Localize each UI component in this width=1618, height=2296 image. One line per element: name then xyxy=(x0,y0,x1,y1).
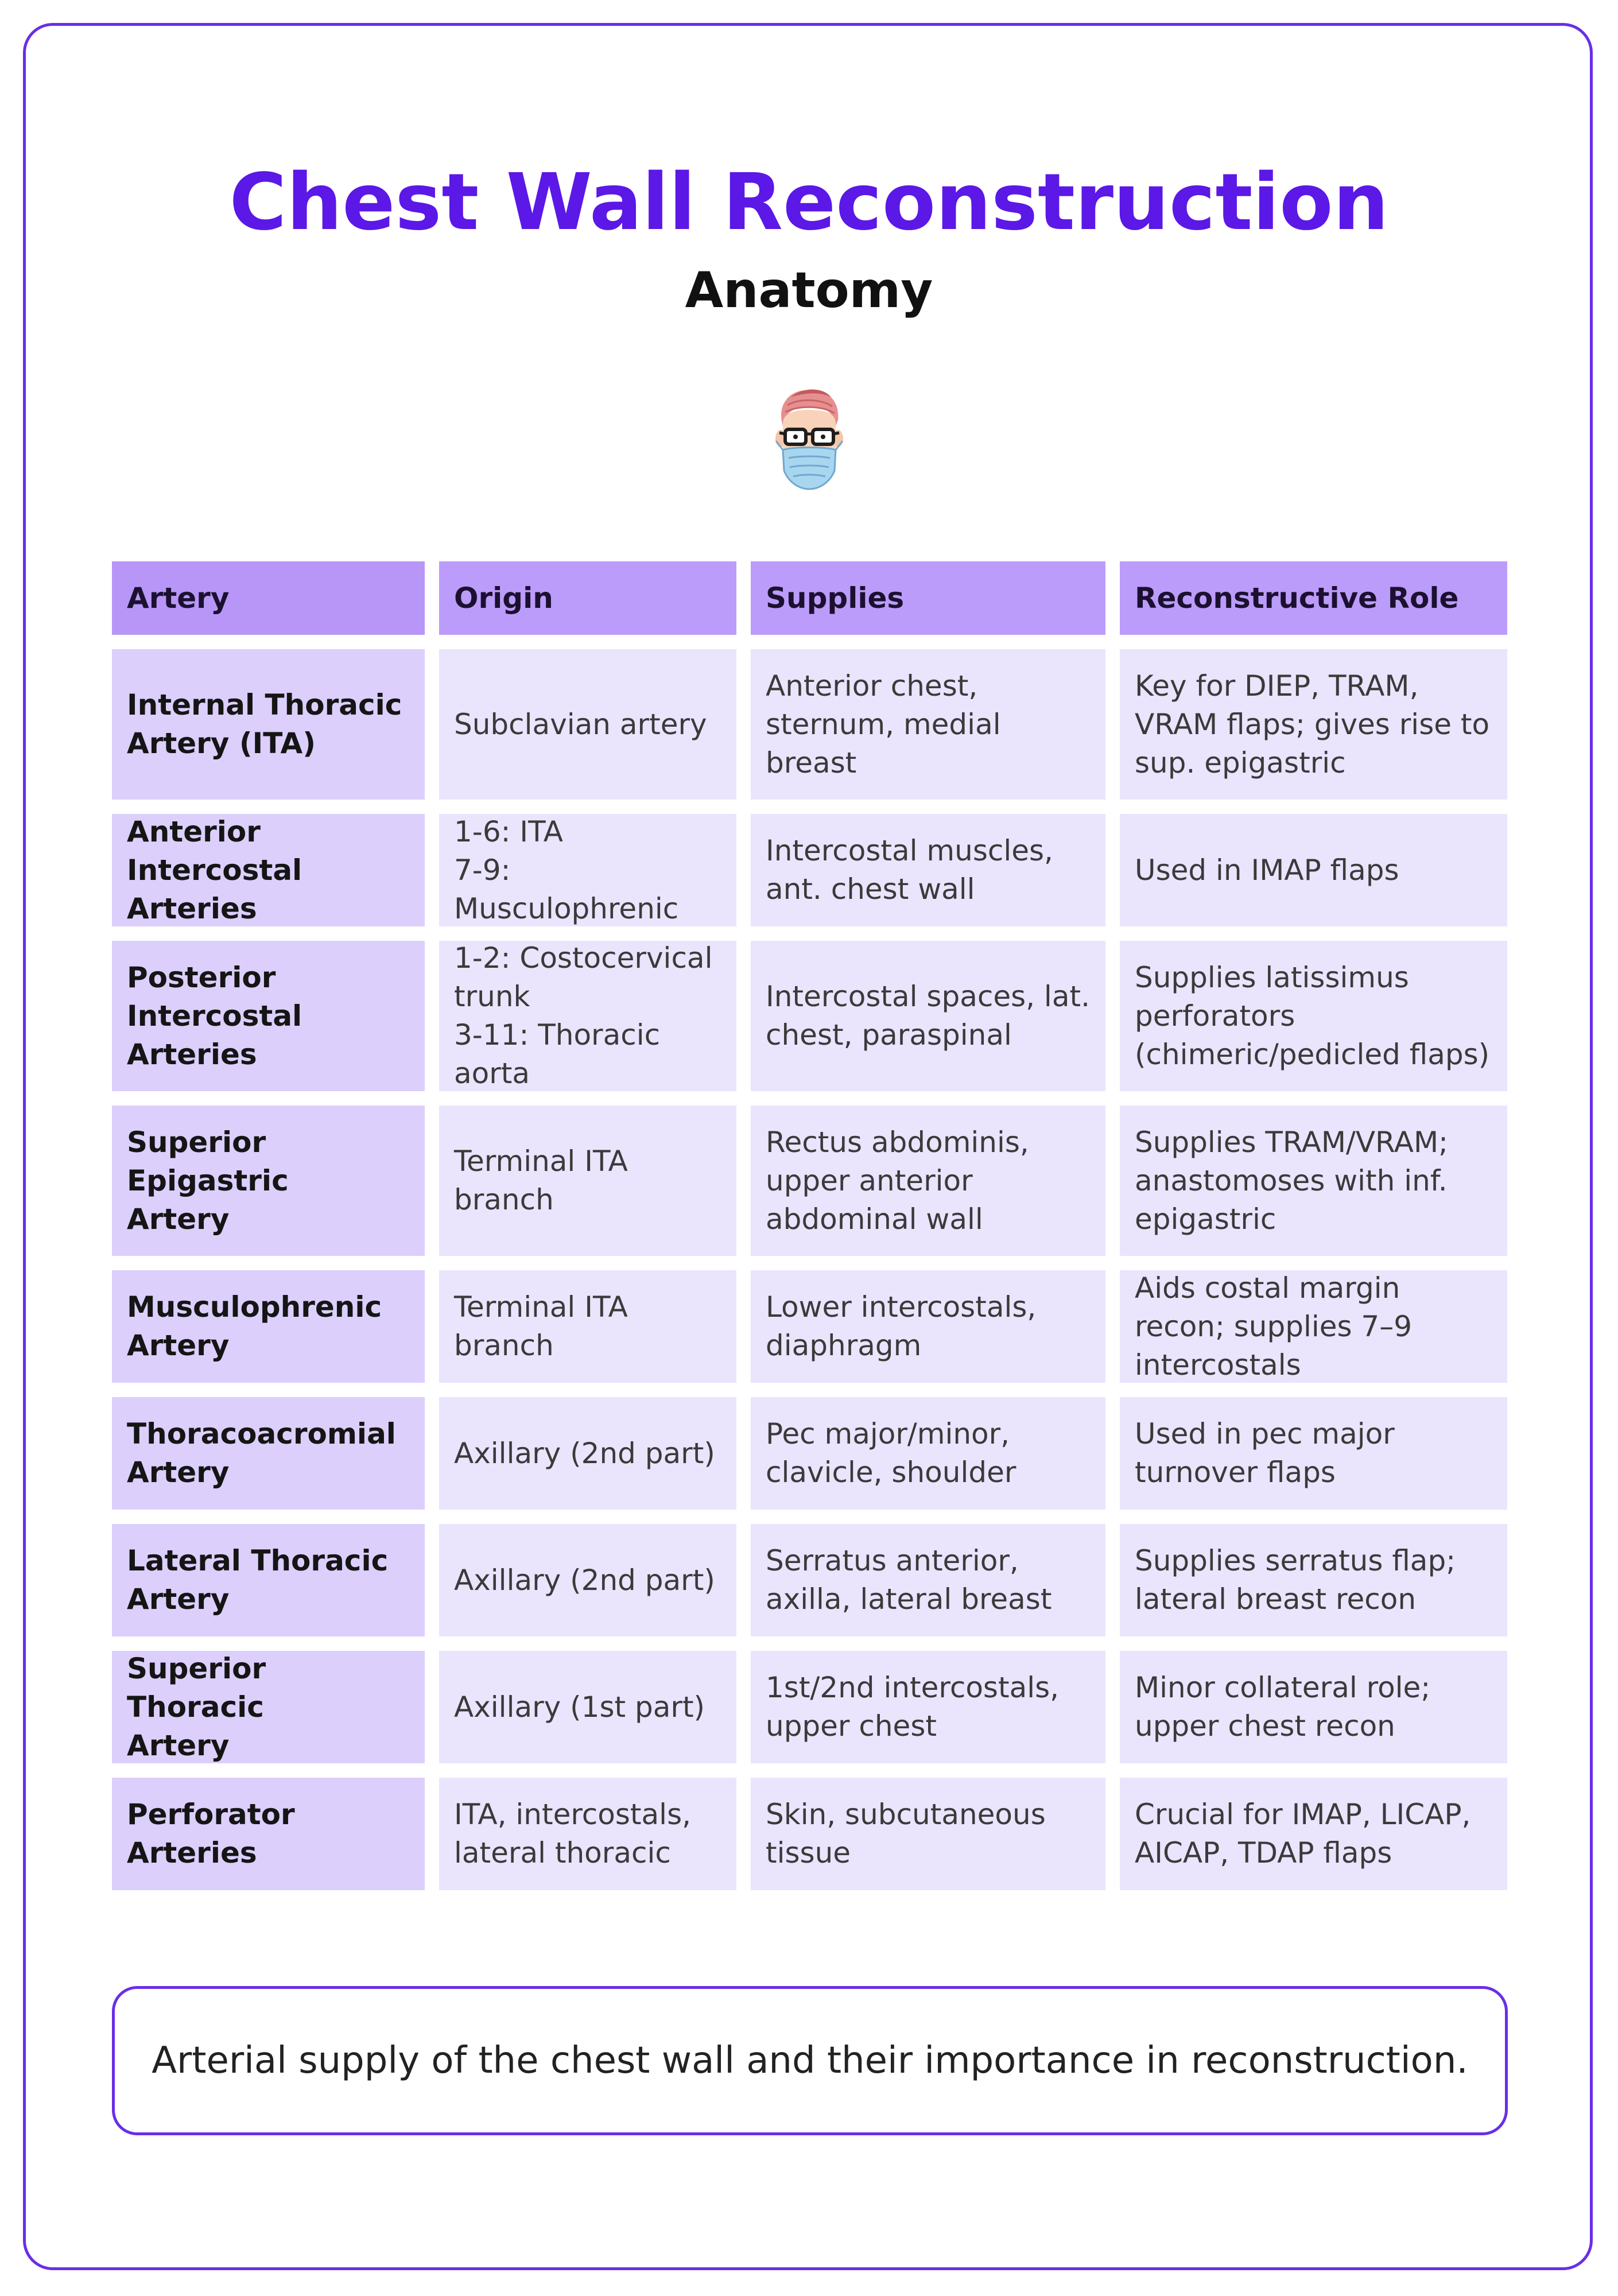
artery-name-cell xyxy=(112,941,425,1091)
table-cell-text: Subclavian artery xyxy=(454,707,707,741)
column-header-reconstructive-role: Reconstructive Role xyxy=(1120,561,1507,635)
table-cell-text: Supplies TRAM/VRAM; anastomoses with inf. epigastric xyxy=(1135,1125,1448,1236)
supplies-cell xyxy=(751,1651,1105,1763)
table-cell-text: Terminal ITA branch xyxy=(454,1290,628,1362)
artery-table xyxy=(112,561,1508,1890)
supplies-cell xyxy=(751,1778,1105,1890)
table-cell-text: Rectus abdominis, upper anterior abdominal wall xyxy=(766,1125,1029,1236)
table-cell-text: 1st/2nd intercostals, upper chest xyxy=(766,1671,1060,1743)
artery-name-cell xyxy=(112,1106,425,1256)
reconstructive-role-cell xyxy=(1120,1524,1507,1636)
artery-name-cell xyxy=(112,1270,425,1383)
table-cell-text: ITA, intercostals, lateral thoracic xyxy=(454,1798,692,1870)
table-cell-text: Posterior Intercostal Arteries xyxy=(127,960,302,1071)
artery-name-cell xyxy=(112,1778,425,1890)
reconstructive-role-cell xyxy=(1120,941,1507,1091)
origin-cell xyxy=(439,1651,736,1763)
artery-name-cell xyxy=(112,1651,425,1763)
doctor-mask-avatar-icon xyxy=(768,386,851,496)
origin-cell xyxy=(439,941,736,1091)
table-cell-text: Supplies latissimus perforators (chimeric/pedicled flaps) xyxy=(1135,960,1490,1071)
table-cell-text: Supplies serratus flap; lateral breast recon xyxy=(1135,1544,1456,1616)
reconstructive-role-cell xyxy=(1120,814,1507,926)
table-cell-text: Aids costal margin recon; supplies 7–9 intercostals xyxy=(1135,1271,1413,1382)
table-cell-text: Perforator Arteries xyxy=(127,1798,295,1870)
table-cell-text: Anterior Intercostal Arteries xyxy=(127,815,302,925)
table-cell-text: Axillary (1st part) xyxy=(454,1690,705,1724)
table-cell-text: Internal Thoracic Artery (ITA) xyxy=(127,688,402,760)
supplies-cell xyxy=(751,1524,1105,1636)
reconstructive-role-cell xyxy=(1120,1397,1507,1510)
origin-cell xyxy=(439,1106,736,1256)
table-cell-text: Superior Epigastric Artery xyxy=(127,1125,289,1236)
column-header-supplies: Supplies xyxy=(751,561,1105,635)
supplies-cell xyxy=(751,1397,1105,1510)
table-cell-text: Used in pec major turnover flaps xyxy=(1135,1417,1395,1489)
table-cell-text: Superior Thoracic Artery xyxy=(127,1651,266,1762)
reconstructive-role-cell xyxy=(1120,1778,1507,1890)
table-cell-text: Skin, subcutaneous tissue xyxy=(766,1798,1046,1870)
page-title: Chest Wall Reconstruction xyxy=(229,157,1389,248)
column-header-artery: Artery xyxy=(112,561,425,635)
reconstructive-role-cell xyxy=(1120,649,1507,800)
table-cell-text: Minor collateral role; upper chest recon xyxy=(1135,1671,1431,1743)
table-cell-text: Terminal ITA branch xyxy=(454,1145,628,1216)
table-cell-text: Axillary (2nd part) xyxy=(454,1436,715,1470)
origin-cell xyxy=(439,1270,736,1383)
table-cell-text: Used in IMAP flaps xyxy=(1135,853,1399,887)
supplies-cell xyxy=(751,814,1105,926)
table-cell-text: Lateral Thoracic Artery xyxy=(127,1544,389,1616)
table-cell-text: 1-6: ITA 7-9: Musculophrenic xyxy=(454,815,679,925)
reconstructive-role-cell xyxy=(1120,1270,1507,1383)
caption-text: Arterial supply of the chest wall and their importance in reconstruction. xyxy=(152,2039,1468,2082)
column-header-origin: Origin xyxy=(439,561,736,635)
table-cell-text: Intercostal muscles, ant. chest wall xyxy=(766,834,1053,906)
table-cell-text: Axillary (2nd part) xyxy=(454,1563,715,1597)
table-cell-text: Pec major/minor, clavicle, shoulder xyxy=(766,1417,1016,1489)
reconstructive-role-cell xyxy=(1120,1106,1507,1256)
reconstructive-role-cell xyxy=(1120,1651,1507,1763)
table-cell-text: Key for DIEP, TRAM, VRAM flaps; gives rise to sup. epigastric xyxy=(1135,669,1490,779)
table-cell-text: Serratus anterior, axilla, lateral breast xyxy=(766,1544,1052,1616)
caption-box xyxy=(112,1986,1508,2135)
table-cell-text: Intercostal spaces, lat. chest, paraspinal xyxy=(766,980,1090,1052)
artery-name-cell xyxy=(112,1524,425,1636)
table-cell-text: Lower intercostals, diaphragm xyxy=(766,1290,1037,1362)
supplies-cell xyxy=(751,941,1105,1091)
origin-cell xyxy=(439,649,736,800)
supplies-cell xyxy=(751,1270,1105,1383)
table-cell-text: Musculophrenic Artery xyxy=(127,1290,382,1362)
origin-cell xyxy=(439,814,736,926)
page-subtitle: Anatomy xyxy=(685,262,933,319)
origin-cell xyxy=(439,1397,736,1510)
supplies-cell xyxy=(751,649,1105,800)
artery-name-cell xyxy=(112,814,425,926)
table-cell-text: 1-2: Costocervical trunk 3-11: Thoracic aorta xyxy=(454,941,713,1090)
table-cell-text: Thoracoacromial Artery xyxy=(127,1417,396,1489)
artery-name-cell xyxy=(112,1397,425,1510)
origin-cell xyxy=(439,1778,736,1890)
origin-cell xyxy=(439,1524,736,1636)
table-cell-text: Anterior chest, sternum, medial breast xyxy=(766,669,1001,779)
table-cell-text: Crucial for IMAP, LICAP, AICAP, TDAP flaps xyxy=(1135,1798,1471,1870)
artery-name-cell xyxy=(112,649,425,800)
supplies-cell xyxy=(751,1106,1105,1256)
